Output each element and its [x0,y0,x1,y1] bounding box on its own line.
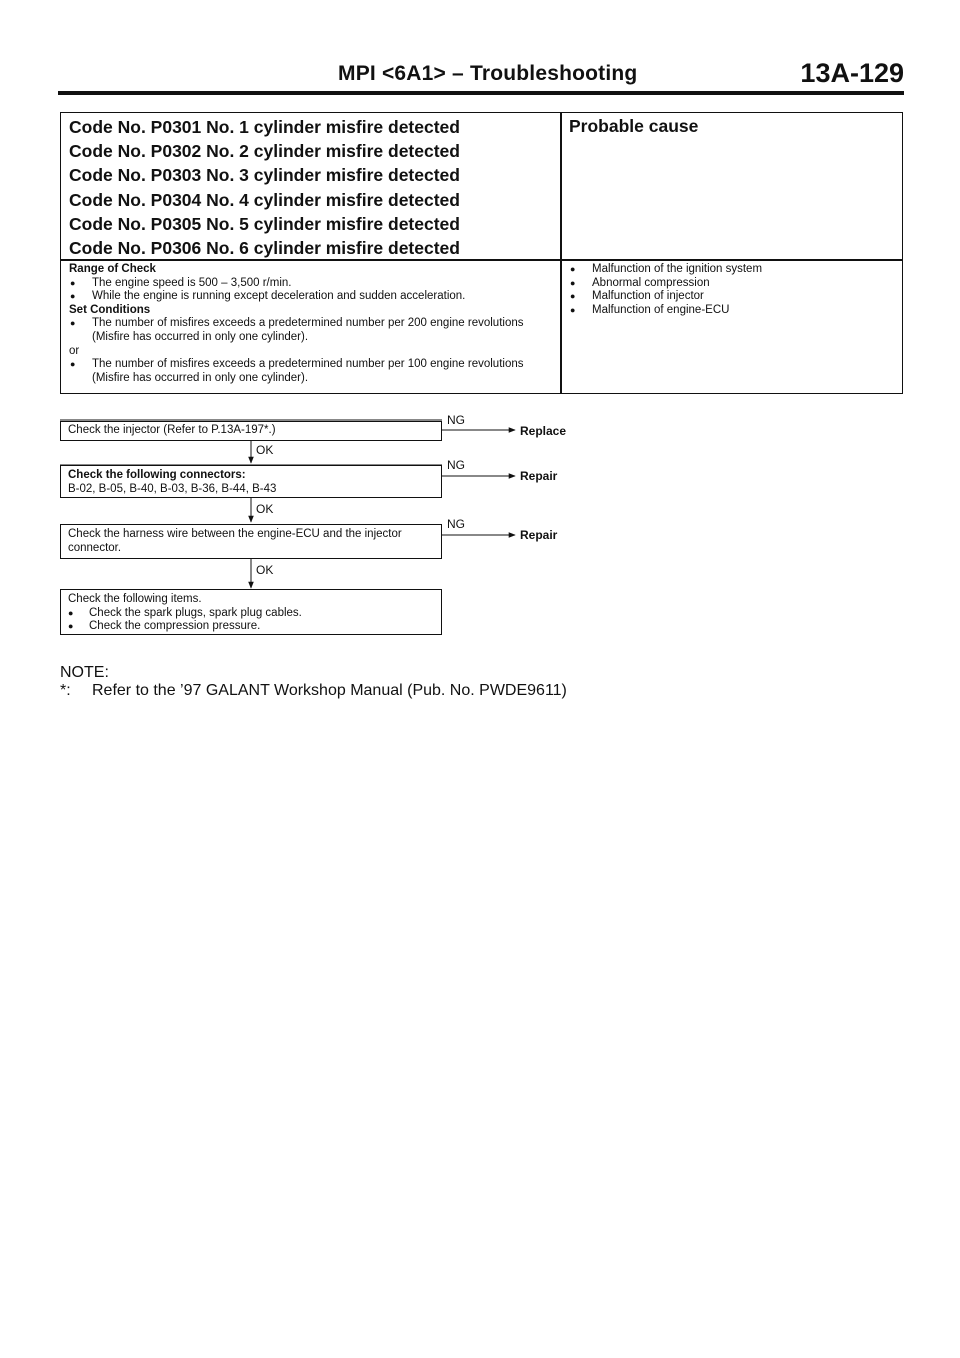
ng-label: NG [447,458,465,472]
flow-step-items-check [60,589,442,635]
flow-step-text: Check the following connectors: [68,469,246,481]
set-condition-item: ● The number of misfires exceeds a predetermined number per 100 engine revolutions (Misfire has occurred in only one cylinder). [69,358,554,385]
dtc-code-p0303: Code No. P0303 No. 3 cylinder misfire detected [69,165,460,186]
ng-label: NG [447,517,465,531]
dtc-code-p0306: Code No. P0306 No. 6 cylinder misfire detected [69,238,460,259]
flow-step-harness-check [60,524,442,559]
cause-item: ● Malfunction of engine-ECU [569,304,889,318]
result-repair: Repair [520,528,558,542]
flow-step-text: Check the injector (Refer to P.13A-197*.) [68,424,276,436]
range-of-check-heading: Range of Check [69,263,156,275]
ok-label: OK [256,502,274,516]
result-replace: Replace [520,424,567,438]
check-item: ● Check the compression pressure. [68,620,434,634]
cause-item: ● Malfunction of injector [569,290,889,304]
or-text: or [69,344,80,357]
set-condition-item: ● The number of misfires exceeds a predetermined number per 200 engine revolutions (Misfire has occurred in only one cylinder). [69,317,554,344]
connector-list: B-02, B-05, B-40, B-03, B-36, B-44, B-43 [68,482,277,495]
note-marker: *: [60,682,71,699]
cause-item: ● Malfunction of the ignition system [569,263,889,277]
dtc-code-p0305: Code No. P0305 No. 5 cylinder misfire detected [69,213,460,234]
probable-cause-heading: Probable cause [569,116,699,136]
flow-step-text: Check the harness wire between the engine-ECU and the injector connector. [68,528,402,554]
flow-step-text: Check the following items. [68,593,202,605]
dtc-code-p0304: Code No. P0304 No. 4 cylinder misfire detected [69,189,460,210]
cause-item: ● Abnormal compression [569,277,889,291]
flow-step-connector-check [60,465,442,498]
note-heading: NOTE: [60,664,109,681]
dtc-code-p0301: Code No. P0301 No. 1 cylinder misfire detected [69,117,460,137]
flow-step-injector-check [60,421,442,441]
range-item: ● While the engine is running except deceleration and sudden acceleration. [69,290,554,304]
ng-label: NG [447,413,465,427]
ok-label: OK [256,443,274,457]
range-item: ● The engine speed is 500 – 3,500 r/min. [69,277,554,291]
set-conditions-heading: Set Conditions [69,303,151,316]
dtc-code-p0302: Code No. P0302 No. 2 cylinder misfire detected [69,141,460,162]
ok-label: OK [256,563,274,577]
note-text [60,682,567,700]
page-title: MPI <6A1> – Troubleshooting [338,62,638,85]
check-item: ● Check the spark plugs, spark plug cables. [68,607,434,621]
page-number: 13A-129 [800,58,904,88]
result-repair: Repair [520,469,558,483]
note-body: Refer to the ’97 GALANT Workshop Manual (Pub. No. PWDE9611) [92,682,567,699]
